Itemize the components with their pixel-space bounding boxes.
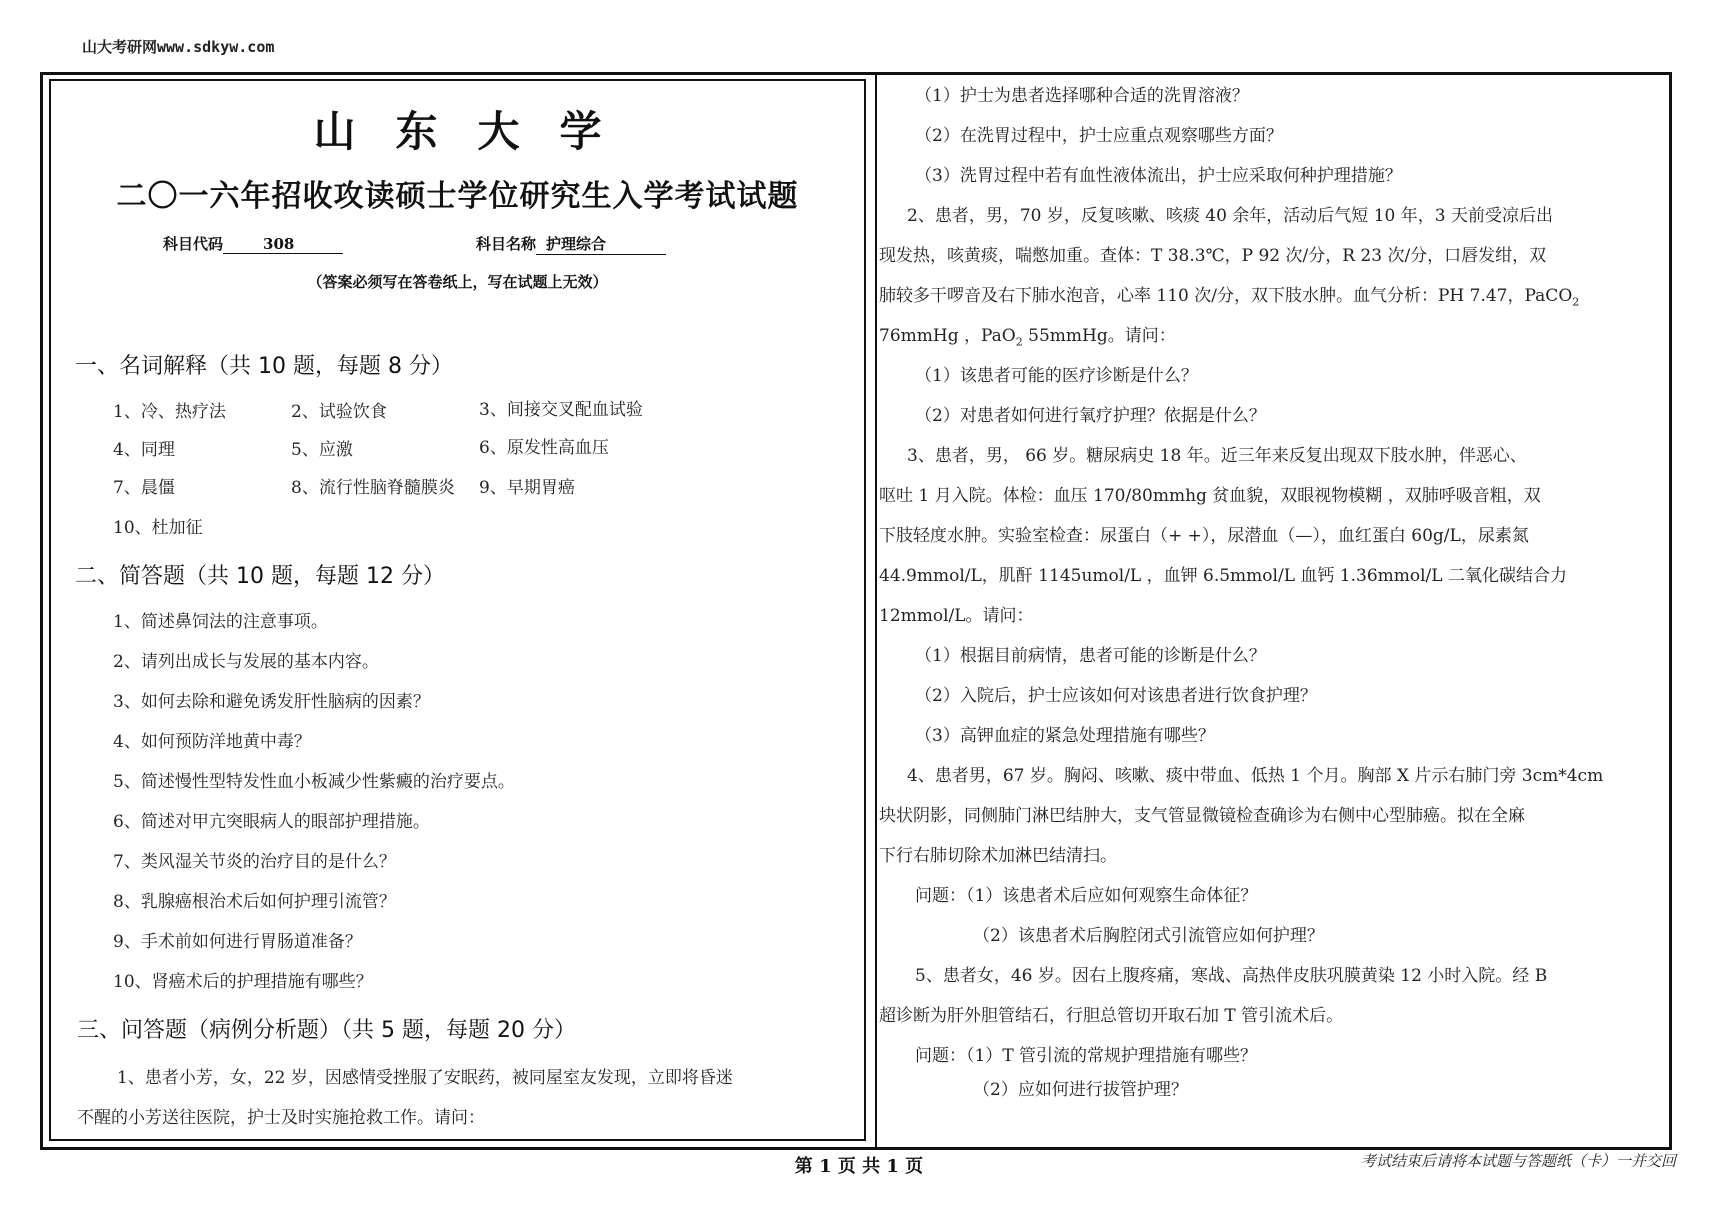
case3-text: 呕吐 1 月入院。体检：血压 170/80mmhg 贫血貌，双眼视物模糊 ，双肺呼吸音粗，双 bbox=[879, 486, 1541, 506]
case2-text: 76mmHg ，PaO$_2$ 55mmHg。请问： bbox=[879, 326, 1176, 349]
short-question: 7、类风湿关节炎的治疗目的是什么？ bbox=[113, 852, 396, 872]
section1-title: 一、名词解释（共 10 题，每题 8 分） bbox=[75, 354, 453, 379]
case3-question: （3）高钾血症的紧急处理措施有哪些？ bbox=[915, 726, 1215, 746]
case3-question: （1）根据目前病情，患者可能的诊断是什么？ bbox=[915, 646, 1266, 666]
subject-code: 科目代码 308 bbox=[163, 233, 343, 254]
case1-text: 不醒的小芳送往医院，护士及时实施抢救工作。请问： bbox=[77, 1108, 485, 1128]
term-item: 1、冷、热疗法 bbox=[113, 402, 226, 422]
term-item: 6、原发性高血压 bbox=[479, 438, 609, 458]
short-question: 10、肾癌术后的护理措施有哪些？ bbox=[113, 972, 373, 992]
section3-title: 三、问答题（病例分析题）（共 5 题，每题 20 分） bbox=[77, 1018, 576, 1043]
case2-text: 肺较多干啰音及右下肺水泡音，心率 110 次/分，双下肢水肿。血气分析：PH 7.47，PaCO$_2$ bbox=[879, 286, 1580, 309]
case4-text: 块状阴影，同侧肺门淋巴结肿大，支气管显微镜检查确诊为右侧中心型肺癌。拟在全麻 bbox=[879, 806, 1525, 826]
case1-question: （3）洗胃过程中若有血性液体流出，护士应采取何种护理措施？ bbox=[915, 166, 1402, 186]
short-question: 2、请列出成长与发展的基本内容。 bbox=[113, 652, 379, 672]
page-number: 第 1 页 共 1 页 bbox=[794, 1156, 924, 1177]
term-item: 4、同理 bbox=[113, 440, 175, 460]
case2-question: （2）对患者如何进行氧疗护理？依据是什么？ bbox=[915, 406, 1266, 426]
left-column bbox=[49, 79, 866, 1141]
exam-title: 二〇一六年招收攻读硕士学位研究生入学考试试题 bbox=[116, 179, 799, 214]
case1-question: （2）在洗胃过程中，护士应重点观察哪些方面？ bbox=[915, 126, 1283, 146]
case5-question: （2）应如何进行拔管护理？ bbox=[973, 1080, 1188, 1100]
case2-text: 2、患者，男，70 岁，反复咳嗽、咳痰 40 余年，活动后气短 10 年，3 天前受凉后出 bbox=[907, 206, 1553, 226]
term-item: 3、间接交叉配血试验 bbox=[479, 400, 643, 420]
return-note: 考试结束后请将本试题与答题纸（卡）一并交回 bbox=[1360, 1152, 1676, 1170]
case4-question: 问题：（1）该患者术后应如何观察生命体征？ bbox=[915, 886, 1258, 906]
case3-text: 44.9mmol/L，肌酐 1145umol/L ，血钾 6.5mmol/L 血钙 1.36mmol/L 二氧化碳结合力 bbox=[879, 566, 1567, 586]
case3-text: 下肢轻度水肿。实验室检查：尿蛋白（+ +），尿潜血（—），血红蛋白 60g/L，尿素氮 bbox=[879, 526, 1529, 546]
case1-question: （1）护士为患者选择哪种合适的洗胃溶液？ bbox=[915, 86, 1249, 106]
section2-title: 二、简答题（共 10 题，每题 12 分） bbox=[75, 564, 445, 589]
short-question: 3、如何去除和避免诱发肝性脑病的因素？ bbox=[113, 692, 430, 712]
case1-text: 1、患者小芳，女，22 岁，因感情受挫服了安眠药，被同屋室友发现，立即将昏迷 bbox=[117, 1068, 733, 1088]
short-question: 1、简述鼻饲法的注意事项。 bbox=[113, 612, 328, 632]
university-title: 山东大学 bbox=[313, 107, 642, 156]
case4-text: 4、患者男，67 岁。胸闷、咳嗽、痰中带血、低热 1 个月。胸部 X 片示右肺门旁 3cm*4cm bbox=[907, 766, 1604, 786]
case3-text: 3、患者，男， 66 岁。糖尿病史 18 年。近三年来反复出现双下肢水肿，伴恶心、 bbox=[907, 446, 1527, 466]
case3-text: 12mmol/L。请问： bbox=[879, 606, 1034, 626]
subject-name: 科目名称 护理综合 bbox=[476, 233, 666, 255]
case5-text: 5、患者女，46 岁。因右上腹疼痛，寒战、高热伴皮肤巩膜黄染 12 小时入院。经 B bbox=[915, 966, 1548, 986]
short-question: 5、简述慢性型特发性血小板减少性紫癜的治疗要点。 bbox=[113, 772, 515, 792]
short-question: 4、如何预防洋地黄中毒？ bbox=[113, 732, 311, 752]
short-question: 9、手术前如何进行胃肠道准备？ bbox=[113, 932, 362, 952]
term-item: 7、晨僵 bbox=[113, 478, 175, 498]
right-column bbox=[875, 75, 1669, 1147]
exam-sheet bbox=[40, 72, 1672, 1150]
short-question: 6、简述对甲亢突眼病人的眼部护理措施。 bbox=[113, 812, 430, 832]
case2-text: 现发热，咳黄痰，喘憋加重。查体：T 38.3℃，P 92 次/分，R 23 次/分，口唇发绀，双 bbox=[879, 246, 1547, 266]
notice: （答案必须写在答卷纸上，写在试题上无效） bbox=[307, 273, 608, 291]
case4-text: 下行右肺切除术加淋巴结清扫。 bbox=[879, 846, 1117, 866]
case4-question: （2）该患者术后胸腔闭式引流管应如何护理？ bbox=[973, 926, 1324, 946]
term-item: 10、杜加征 bbox=[113, 518, 203, 538]
case5-text: 超诊断为肝外胆管结石，行胆总管切开取石加 T 管引流术后。 bbox=[879, 1006, 1344, 1026]
term-item: 8、流行性脑脊髓膜炎 bbox=[291, 478, 455, 498]
case2-question: （1）该患者可能的医疗诊断是什么？ bbox=[915, 366, 1198, 386]
short-question: 8、乳腺癌根治术后如何护理引流管？ bbox=[113, 892, 396, 912]
case3-question: （2）入院后，护士应该如何对该患者进行饮食护理？ bbox=[915, 686, 1317, 706]
site-header: 山大考研网www.sdkyw.com bbox=[82, 38, 275, 56]
term-item: 9、早期胃癌 bbox=[479, 478, 575, 498]
case5-question: 问题：（1）T 管引流的常规护理措施有哪些？ bbox=[915, 1046, 1258, 1066]
term-item: 2、试验饮食 bbox=[291, 402, 387, 422]
term-item: 5、应激 bbox=[291, 440, 353, 460]
